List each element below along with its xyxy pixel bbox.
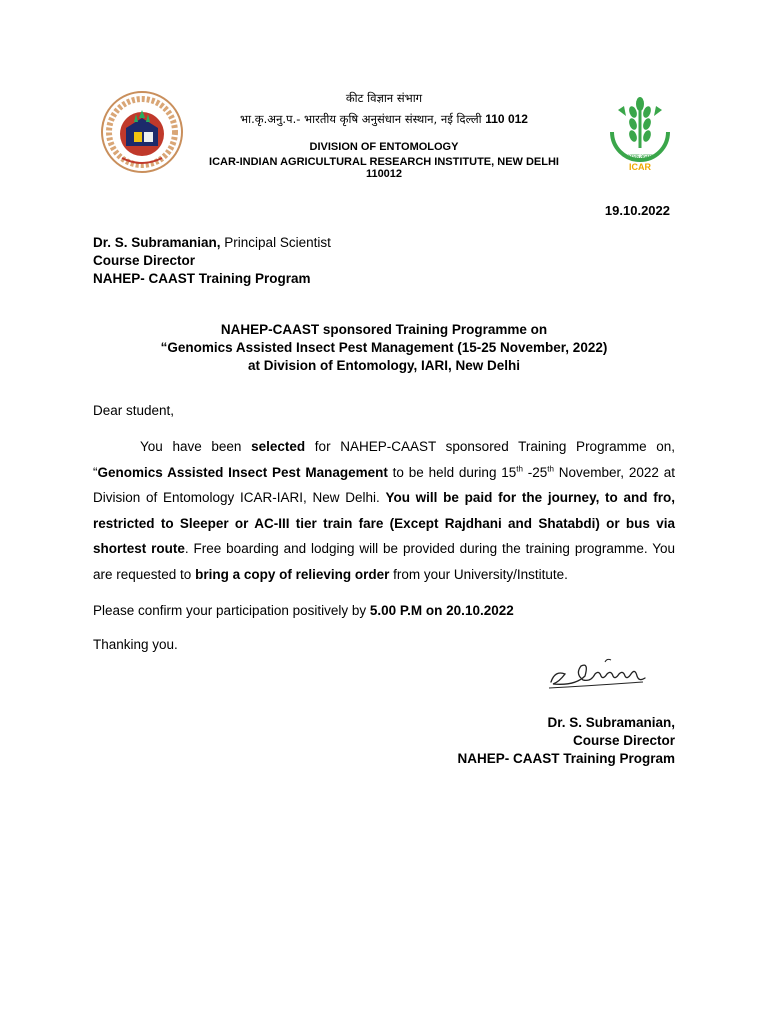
closing: Thanking you. xyxy=(93,637,178,652)
letter-date: 19.10.2022 xyxy=(604,203,670,218)
from-role: Course Director xyxy=(93,253,196,268)
salutation: Dear student, xyxy=(93,403,175,418)
confirm-line: Please confirm your participation positively by 5.00 P.M on 20.10.2022 xyxy=(93,603,514,618)
subject-line-3: at Division of Entomology, IARI, New Delhi xyxy=(247,358,521,373)
signatory-role: Course Director xyxy=(572,733,675,748)
from-program: NAHEP- CAAST Training Program xyxy=(93,271,311,286)
from-block xyxy=(93,234,331,288)
header-division: DIVISION OF ENTOMOLOGY xyxy=(309,141,459,153)
icar-logo-text: ICAR xyxy=(629,162,651,172)
header-hindi-division: कीट विज्ञान संभाग xyxy=(345,91,423,105)
header-hindi-institute: भा.कृ.अनु.प.- भारतीय कृषि अनुसंधान संस्थान, नई दिल्ली 110 012 xyxy=(240,112,528,126)
from-name-line: Dr. S. Subramanian, Principal Scientist xyxy=(93,235,331,250)
subject-line-2: “Genomics Assisted Insect Pest Management (15-25 November, 2022) xyxy=(160,340,608,355)
signature-block xyxy=(457,714,675,768)
signatory-name: Dr. S. Subramanian, xyxy=(547,715,675,730)
signatory-program: NAHEP- CAAST Training Program xyxy=(457,751,675,766)
subject-line-1: NAHEP-CAAST sponsored Training Programme on xyxy=(220,322,548,337)
icar-logo-hindi: भाकृअनुप xyxy=(627,153,653,161)
handwritten-signature xyxy=(545,652,653,692)
body-paragraph: You have been selected for NAHEP-CAAST sponsored Training Programme on, “Genomics Assisted Insect Pest Management to be held during 15th -25th November, 2022 at Division of Entomology ICAR-IARI, New Delhi. You will be paid for the journey, to and fro, restricted to Sleeper or AC-III tier train fare (Except Rajdhani and Shatabdi) or bus via shortest route. Free boarding and lodging will be provided during the training programme. You are requested to bring a copy of relieving order from your University/Institute. xyxy=(93,439,676,582)
icar-logo xyxy=(598,92,682,176)
header-institute: ICAR-INDIAN AGRICULTURAL RESEARCH INSTITUTE, NEW DELHI 110012 xyxy=(209,156,559,180)
iari-logo xyxy=(100,90,184,174)
subject-block xyxy=(93,321,675,375)
